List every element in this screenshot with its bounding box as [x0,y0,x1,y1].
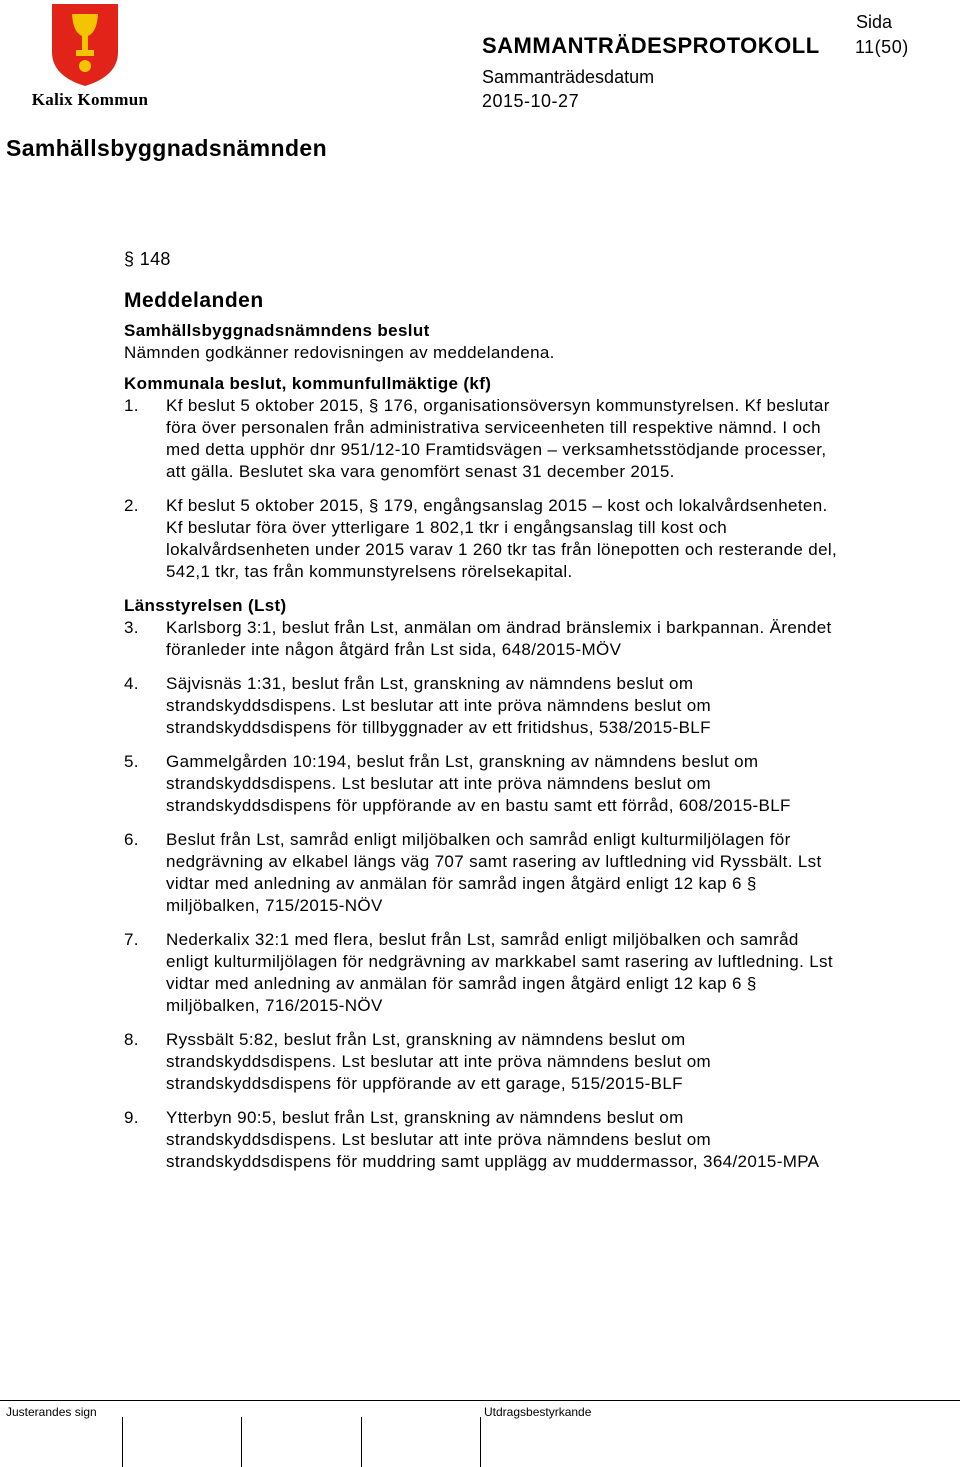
list-item [124,395,844,483]
lst-heading: Länsstyrelsen (Lst) [124,596,287,615]
organization-name: Kalix Kommun [31,90,149,109]
item-number: 9. [124,1108,139,1127]
meeting-date: 2015-10-27 [482,91,580,111]
committee-name: Samhällsbyggnadsnämnden [6,135,328,161]
item-text: Säjvisnäs 1:31, beslut från Lst, granskning av nämndens beslut om strandskyddsdispens. Lst beslutar att inte pröva nämndens beslut om strandskyddsdispens för tillbyggnader av ett fritidshus, 538/2015-BLF [166,674,712,737]
item-number: 1. [124,396,139,415]
list-item [124,929,844,1017]
list-item [124,617,844,661]
list-item [124,751,844,817]
item-number: 3. [124,618,139,637]
page-label: Sida [856,12,893,32]
list-item [124,495,844,583]
decision-heading: Samhällsbyggnadsnämndens beslut [124,321,430,340]
item-text: Kf beslut 5 oktober 2015, § 176, organisationsöversyn kommunstyrelsen. Kf beslutar föra över personalen från administrativa serviceenheten till respektive nämnd. I och med detta upphör dnr 951/12-10 Framtidsvägen – verksamhetsstödjande processer, att gälla. Beslutet ska vara genomfört senast 31 december 2015. [166,396,830,481]
item-number: 4. [124,674,139,693]
list-item [124,829,844,917]
municipality-logo [10,2,160,114]
item-text: Kf beslut 5 oktober 2015, § 179, engångsanslag 2015 – kost och lokalvårdsenheten. Kf beslutar föra över ytterligare 1 802,1 tkr i engångsanslag till kost och lokalvårdsenheten under 2015 varav 1 260 tkr tas från lönepotten och resterande del, 542,1 tkr, tas från kommunstyrelsens rörelsekapital. [166,496,838,581]
kf-heading: Kommunala beslut, kommunfullmäktige (kf) [124,374,492,393]
section-title: Meddelanden [124,289,264,312]
signature-footer [0,1400,960,1467]
sign-box-divider [361,1417,362,1467]
item-text: Karlsborg 3:1, beslut från Lst, anmälan om ändrad bränslemix i barkpannan. Ärendet föranleder inte någon åtgärd från Lst sida, 648/2015-MÖV [166,618,832,659]
list-item [124,1029,844,1095]
page-number: 11(50) [855,37,909,57]
item-number: 6. [124,830,139,849]
item-number: 5. [124,752,139,771]
list-item [124,1107,844,1173]
sign-box-divider [241,1417,242,1467]
item-text: Gammelgården 10:194, beslut från Lst, granskning av nämndens beslut om strandskyddsdispens. Lst beslutar att inte pröva nämndens beslut om strandskyddsdispens för uppförande av en bastu samt ett förråd, 608/2015-BLF [166,752,791,815]
sign-box-divider [122,1417,123,1467]
sign-label: Justerandes sign [6,1405,97,1419]
sign-box-divider [480,1417,481,1467]
item-text: Nederkalix 32:1 med flera, beslut från Lst, samråd enligt miljöbalken och samråd enligt kulturmiljölagen för nedgrävning av markkabel samt rasering av luftledning. Lst vidtar med anledning av anmälan för samråd ingen åtgärd enligt 12 kap 6 § miljöbalken, 716/2015-NÖV [166,930,833,1015]
list-item [124,673,844,739]
item-text: Ryssbält 5:82, beslut från Lst, granskning av nämndens beslut om strandskyddsdispens. Lst beslutar att inte pröva nämndens beslut om strandskyddsdispens för uppförande av ett garage, 515/2015-BLF [166,1030,712,1093]
decision-text: Nämnden godkänner redovisningen av meddelandena. [124,343,555,362]
item-number: 2. [124,496,139,515]
protocol-section [124,248,844,1185]
item-text: Ytterbyn 90:5, beslut från Lst, granskning av nämndens beslut om strandskyddsdispens. Lst beslutar att inte pröva nämndens beslut om strandskyddsdispens för muddring samt upplägg av muddermassor, 364/2015-MPA [166,1108,820,1171]
item-number: 8. [124,1030,139,1049]
paragraph-number: § 148 [124,249,171,269]
item-number: 7. [124,930,139,949]
extract-label: Utdragsbestyrkande [484,1405,592,1419]
coat-of-arms-icon [50,2,120,88]
item-text: Beslut från Lst, samråd enligt miljöbalken och samråd enligt kulturmiljölagen för nedgrävning av elkabel längs väg 707 samt rasering av luftledning vid Ryssbält. Lst vidtar med anledning av anmälan för samråd ingen åtgärd enligt 12 kap 6 § miljöbalken, 715/2015-NÖV [166,830,822,915]
document-title: SAMMANTRÄDESPROTOKOLL [482,33,820,58]
meeting-date-label: Sammanträdesdatum [482,67,655,87]
